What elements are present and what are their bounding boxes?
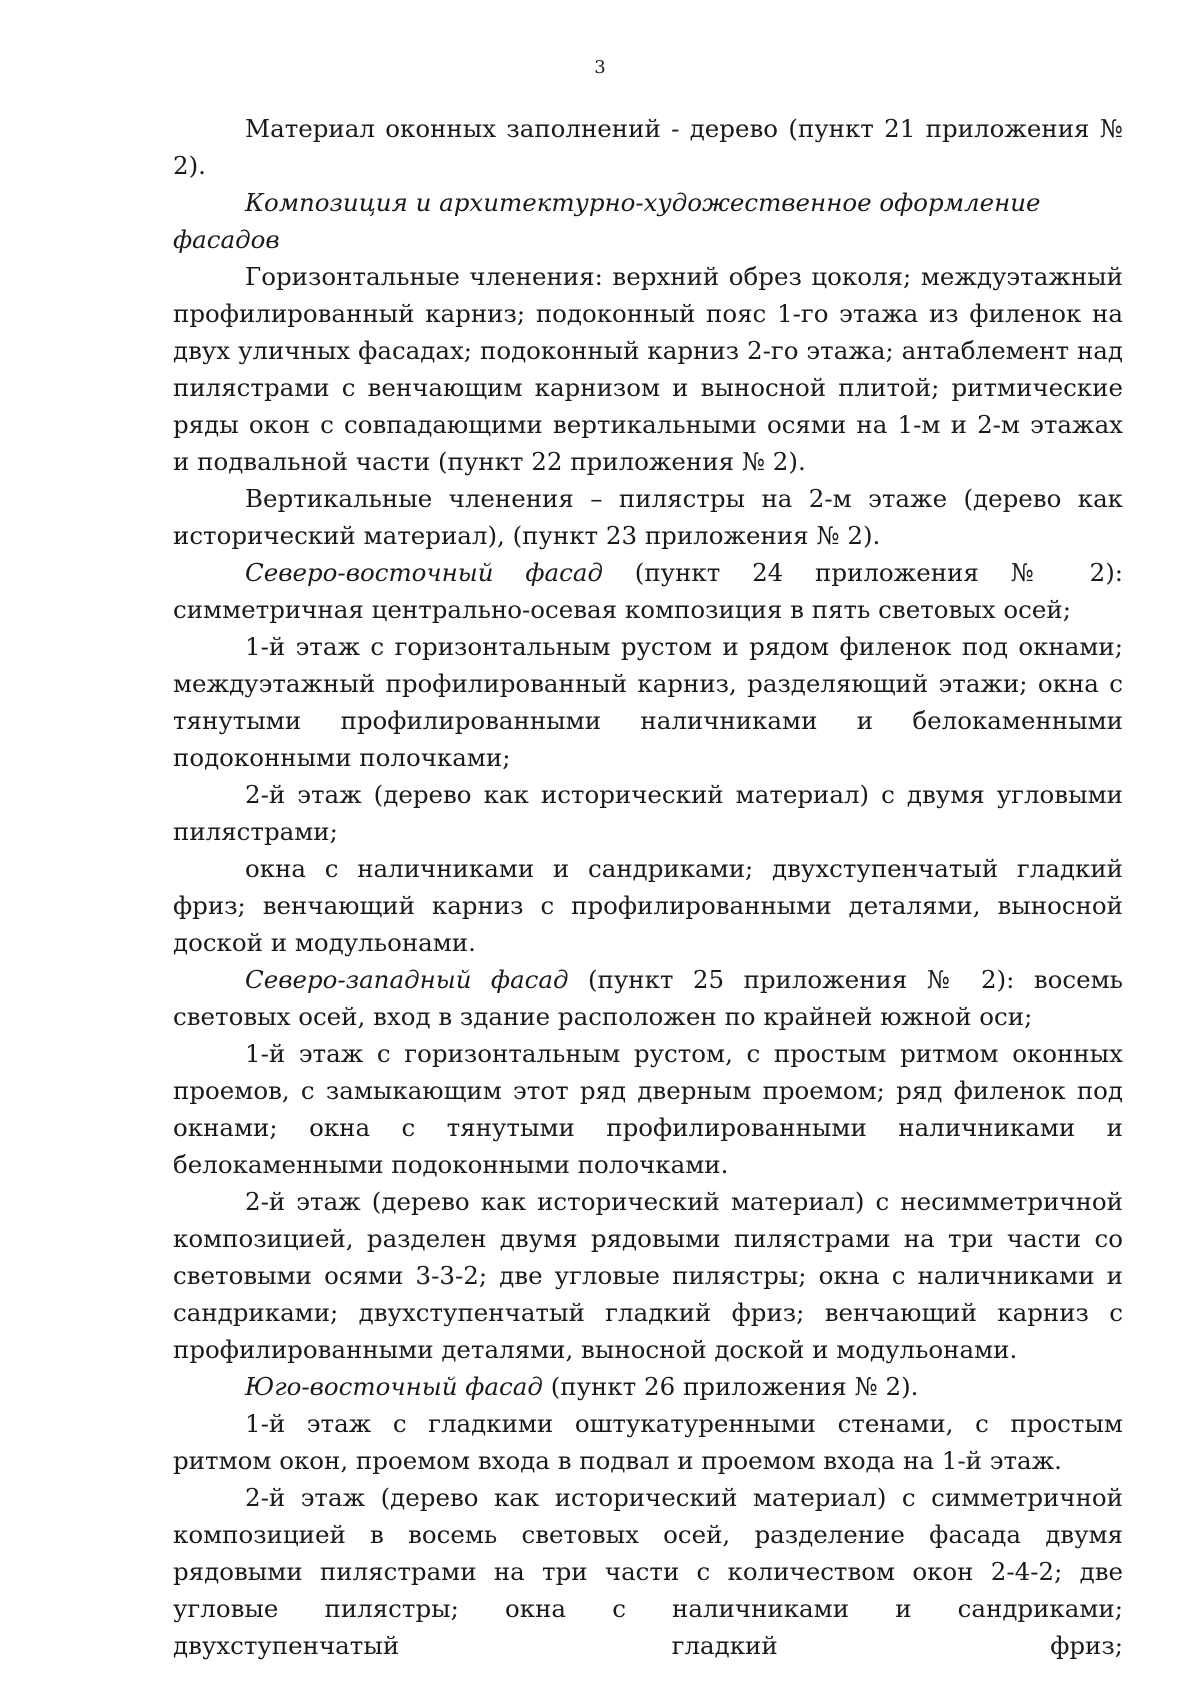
- section-heading-facades: Композиция и архитектурно-художественное оформление фасадов: [173, 188, 1041, 254]
- page-number: 3: [594, 57, 606, 78]
- northeast-facade-title: Северо-восточный фасад: [245, 558, 603, 587]
- southeast-facade-text: (пункт 26 приложения № 2).: [542, 1372, 919, 1401]
- document-body: [173, 110, 1123, 1664]
- paragraph-southeast-facade: [173, 1368, 1123, 1405]
- northeast-facade-text: (пункт 24 приложения № 2): симметричная центрально-осевая композиция в пять световых осей;: [173, 558, 1124, 624]
- paragraph-northwest-second-floor: 2-й этаж (дерево как исторический материал) с несимметричной композицией, разделен двумя рядовыми пилястрами на три части со световыми осями 3-3-2; две угловые пилястры; окна с наличниками и сандриками; двухступенчатый гладкий фриз; венчающий карниз с профилированными деталями, выносной доской и модульонами.: [173, 1187, 1123, 1364]
- paragraph-northwest-first-floor: 1-й этаж с горизонтальным рустом, с простым ритмом оконных проемов, с замыкающим этот ряд дверным проемом; ряд филенок под окнами; окна с тянутыми профилированными наличниками и белокаменными подоконными полочками.: [173, 1039, 1123, 1179]
- paragraph-northeast-first-floor: 1-й этаж с горизонтальным рустом и рядом филенок под окнами; междуэтажный профилированный карниз, разделяющий этажи; окна с тянутыми профилированными наличниками и белокаменными подоконными полочками;: [173, 632, 1123, 772]
- paragraph-northwest-facade: [173, 961, 1123, 1035]
- southeast-facade-title: Юго-восточный фасад: [245, 1372, 543, 1401]
- northwest-facade-title: Северо-западный фасад: [245, 965, 569, 994]
- paragraph-horizontal-divisions: Горизонтальные членения: верхний обрез цоколя; междуэтажный профилированный карниз; подоконный пояс 1-го этажа из филенок на двух уличных фасадах; подоконный карниз 2-го этажа; антаблемент над пилястрами с венчающим карнизом и выносной плитой; ритмические ряды окон с совпадающими вертикальными осями на 1-м и 2-м этажах и подвальной части (пункт 22 приложения № 2).: [173, 262, 1123, 476]
- paragraph-vertical-divisions: Вертикальные членения – пилястры на 2-м этаже (дерево как исторический материал), (пункт 23 приложения № 2).: [173, 484, 1123, 550]
- paragraph-southeast-first-floor: 1-й этаж с гладкими оштукатуренными стенами, с простым ритмом окон, проемом входа в подвал и проемом входа на 1-й этаж.: [173, 1409, 1123, 1475]
- northwest-facade-text: (пункт 25 приложения № 2): восемь световых осей, вход в здание расположен по крайней южной оси;: [173, 965, 1123, 1031]
- paragraph-northeast-second-floor: 2-й этаж (дерево как исторический материал) с двумя угловыми пилястрами;: [173, 780, 1123, 846]
- paragraph-northeast-facade: [173, 554, 1123, 628]
- paragraph-southeast-second-floor: 2-й этаж (дерево как исторический материал) с симметричной композицией в восемь световых осей, разделение фасада двумя рядовыми пилястрами на три части с количеством окон 2-4-2; две угловые пилястры; окна с наличниками и сандриками; двухступенчатый гладкий фриз;: [173, 1483, 1123, 1660]
- paragraph-window-material: Материал оконных заполнений - дерево (пункт 21 приложения № 2).: [173, 114, 1123, 180]
- paragraph-northeast-windows: окна с наличниками и сандриками; двухступенчатый гладкий фриз; венчающий карниз с профилированными деталями, выносной доской и модульонами.: [173, 854, 1123, 957]
